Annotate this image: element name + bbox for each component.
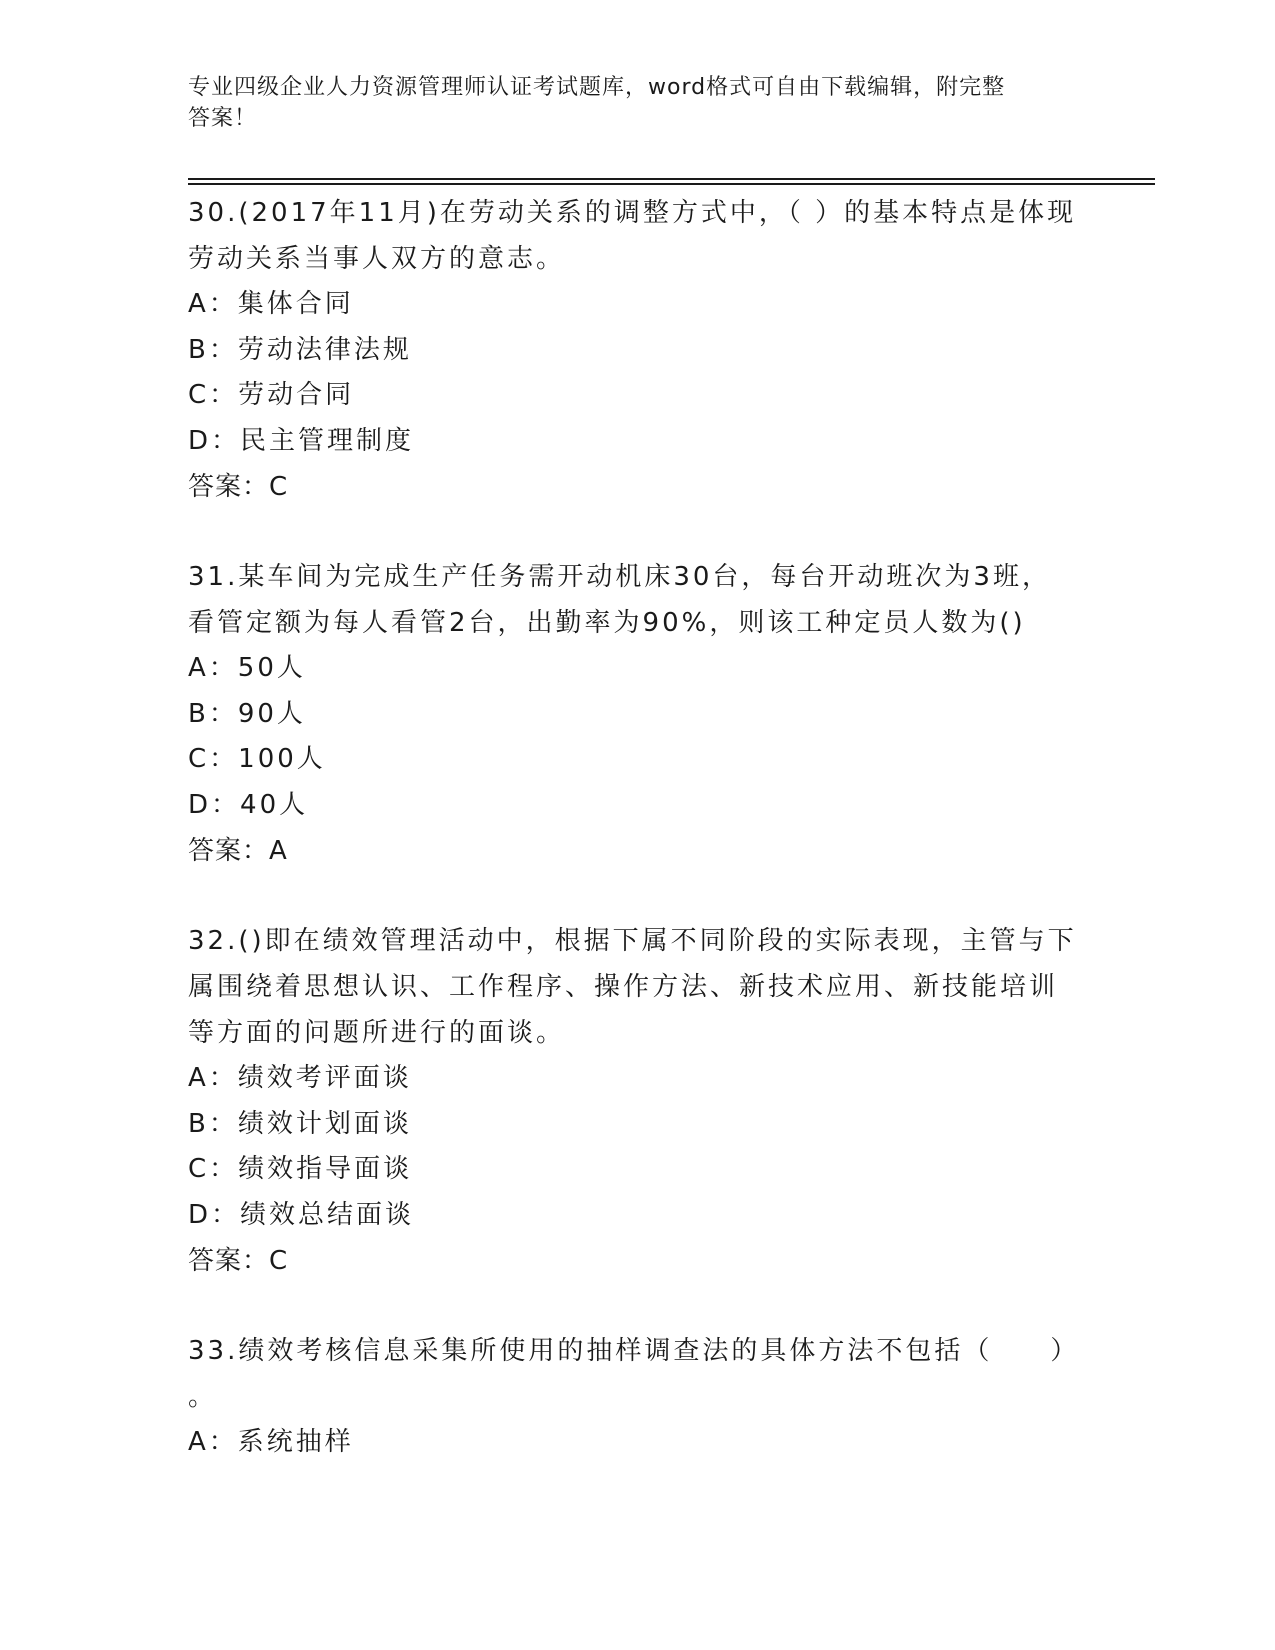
question-30	[188, 190, 1088, 510]
question-32	[188, 918, 1088, 1284]
question-stem-line: 看管定额为每人看管2台，出勤率为90%，则该工种定员人数为()	[188, 608, 1026, 638]
option-d: D：民主管理制度	[188, 425, 415, 456]
option-c: C：100人	[188, 744, 326, 774]
header-divider-bottom	[188, 183, 1155, 185]
answer: 答案：C	[188, 1246, 289, 1276]
option-a: A：绩效考评面谈	[188, 1063, 412, 1093]
question-31	[188, 554, 1088, 874]
question-stem	[188, 190, 1088, 282]
question-stem-line: 。	[188, 1382, 218, 1412]
option-a: A：系统抽样	[188, 1427, 354, 1457]
option-a: A：集体合同	[188, 289, 354, 319]
question-stem-line: 32.()即在绩效管理活动中，根据下属不同阶段的实际表现，主管与下	[188, 926, 1077, 956]
question-stem-line: 31.某车间为完成生产任务需开动机床30台，每台开动班次为3班，	[188, 562, 1051, 592]
question-stem	[188, 1328, 1088, 1420]
question-stem-line: 等方面的问题所进行的面谈。	[188, 1018, 566, 1048]
option-a: A：50人	[188, 653, 306, 683]
option-d: D：40人	[188, 789, 309, 820]
question-stem-line: 33.绩效考核信息采集所使用的抽样调查法的具体方法不包括（ ）	[188, 1336, 1080, 1366]
option-b: B：90人	[188, 698, 306, 729]
question-list	[188, 190, 1088, 1510]
answer: 答案：A	[188, 836, 288, 866]
option-c: C：绩效指导面谈	[188, 1154, 413, 1184]
question-stem-line: 劳动关系当事人双方的意志。	[188, 244, 566, 274]
question-stem-line: 属围绕着思想认识、工作程序、操作方法、新技术应用、新技能培训	[188, 972, 1059, 1002]
question-stem-line: 30.(2017年11月)在劳动关系的调整方式中，（ ）的基本特点是体现	[188, 198, 1077, 228]
question-stem	[188, 918, 1088, 1056]
option-b: B：劳动法律法规	[188, 334, 412, 365]
header-line-2: 答案！	[188, 106, 258, 131]
option-b: B：绩效计划面谈	[188, 1108, 412, 1139]
answer: 答案：C	[188, 472, 289, 502]
question-33	[188, 1328, 1088, 1466]
option-d: D：绩效总结面谈	[188, 1199, 415, 1230]
header-line-1: 专业四级企业人力资源管理师认证考试题库，word格式可自由下载编辑，附完整	[188, 75, 1006, 100]
option-c: C：劳动合同	[188, 380, 355, 410]
document-header	[188, 72, 1068, 134]
header-divider-top	[188, 178, 1155, 180]
question-stem	[188, 554, 1088, 646]
